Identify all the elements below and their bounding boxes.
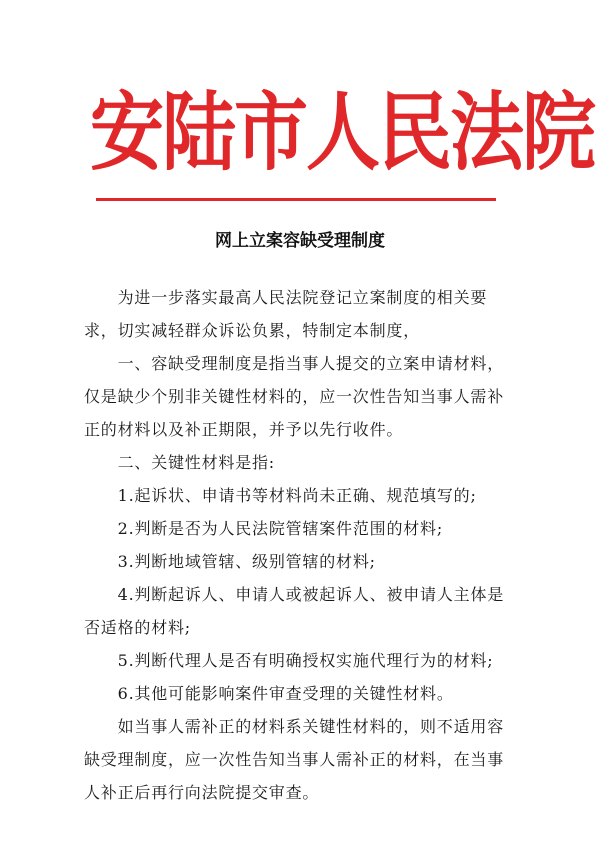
list-item: 2.判断是否为人民法院管辖案件范围的材料;	[117, 519, 444, 538]
list-item: 4.判断起诉人、申请人或被起诉人、被申请人主体是否适格的材料;	[84, 585, 505, 637]
closing-paragraph: 如当事人需补正的材料系关键性材料的，则不适用容缺受理制度，应一次性告知当事人需补正的材料，在当事人补正后再行向法院提交审查。	[84, 717, 505, 802]
list-item: 6.其他可能影响案件审查受理的关键性材料。	[117, 684, 454, 703]
clause-two-heading: 二、关键性材料是指:	[117, 453, 275, 472]
court-letterhead-title: 安陆市人民法院	[90, 83, 594, 183]
clause-one-paragraph: 一、容缺受理制度是指当事人提交的立案申请材料，仅是缺少个别非关键性材料的，应一次性告知当事人需补正的材料以及补正期限，并予以先行收件。	[84, 354, 505, 439]
intro-paragraph: 为进一步落实最高人民法院登记立案制度的相关要求，切实减轻群众诉讼负累，特制定本制度，	[84, 288, 488, 340]
list-item: 5.判断代理人是否有明确授权实施代理行为的材料;	[117, 651, 494, 670]
document-title: 网上立案容缺受理制度	[215, 231, 385, 251]
letterhead-red-rule	[96, 198, 496, 201]
list-item: 3.判断地域管辖、级别管辖的材料;	[117, 552, 376, 571]
document-body	[84, 281, 516, 809]
list-item: 1.起诉状、申请书等材料尚未正确、规范填写的;	[117, 486, 477, 505]
